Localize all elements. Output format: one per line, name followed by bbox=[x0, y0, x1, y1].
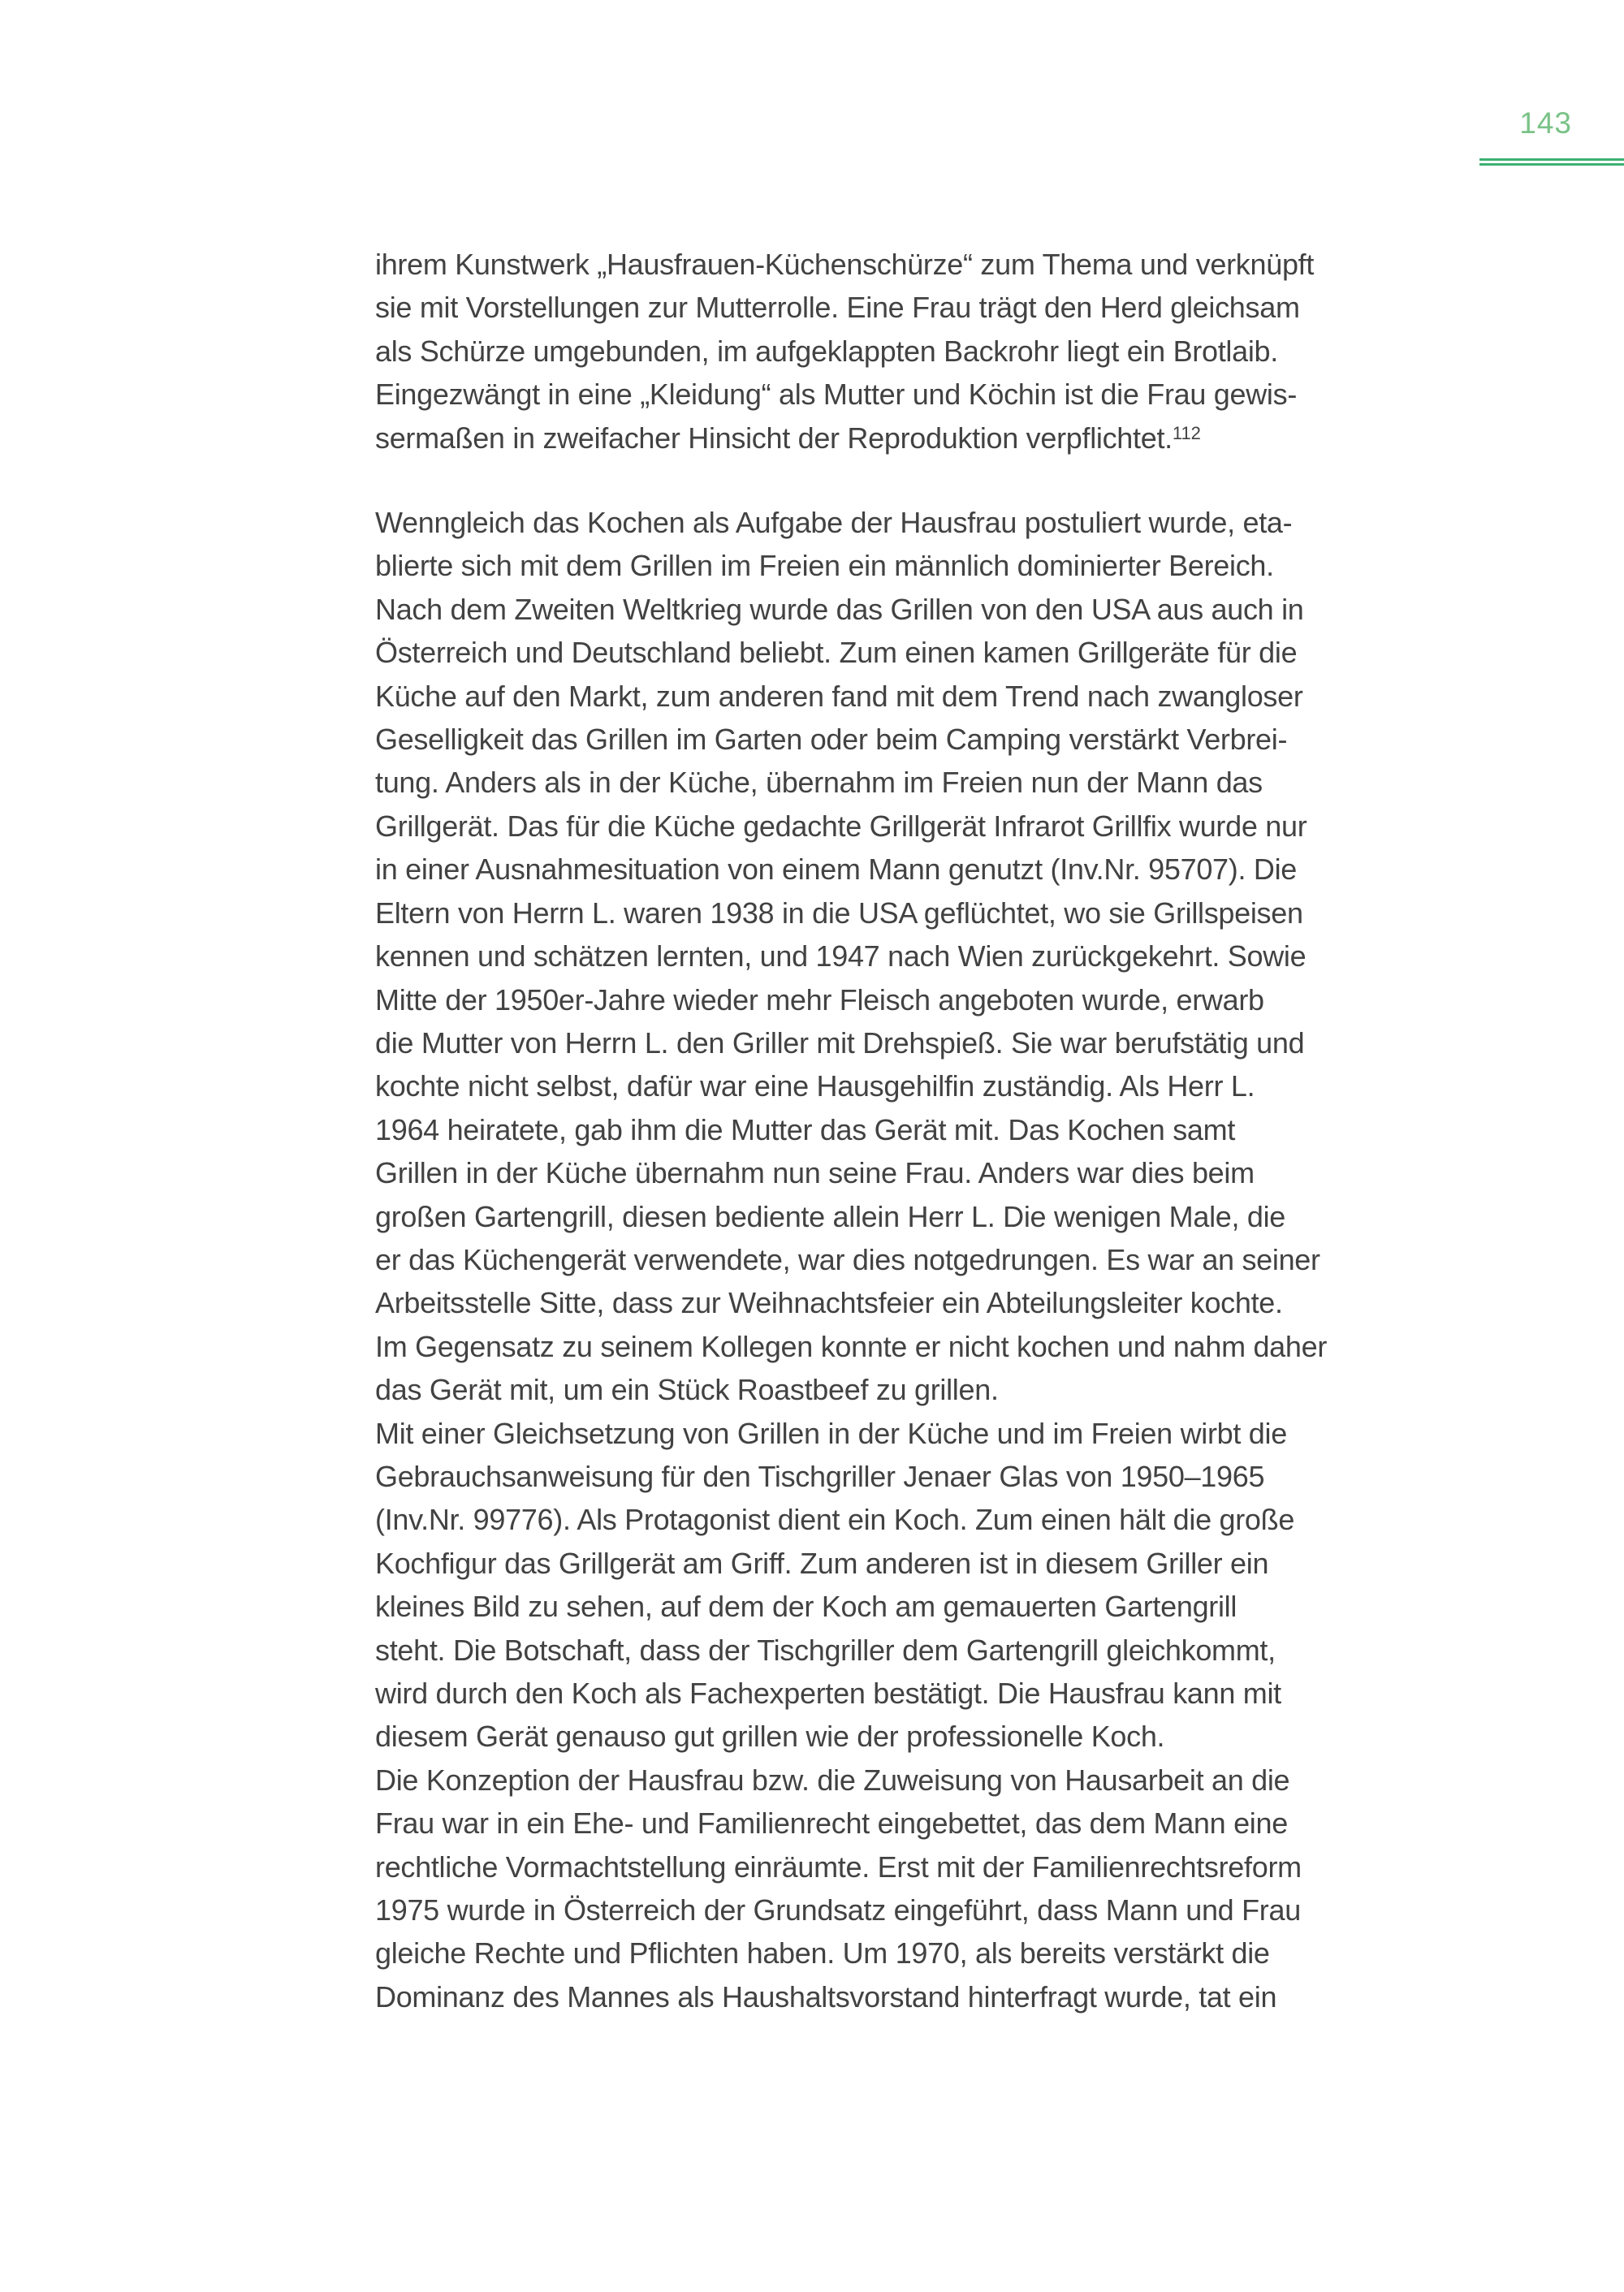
text-line: Österreich und Deutschland beliebt. Zum einen kamen Grillgeräte für die bbox=[375, 636, 1298, 670]
text-line: steht. Die Botschaft, dass der Tischgriller dem Gartengrill gleichkommt, bbox=[375, 1633, 1276, 1667]
text-line: Mit einer Gleichsetzung von Grillen in der Küche und im Freien wirbt die bbox=[375, 1416, 1287, 1450]
text-line: 1964 heiratete, gab ihm die Mutter das Gerät mit. Das Kochen samt bbox=[375, 1112, 1236, 1146]
paragraph bbox=[375, 1759, 1504, 2018]
text-line: tung. Anders als in der Küche, übernahm im Freien nun der Mann das bbox=[375, 766, 1263, 800]
text-line: diesem Gerät genauso gut grillen wie der professionelle Koch. bbox=[375, 1720, 1165, 1754]
text-line: kochte nicht selbst, dafür war eine Hausgehilfin zuständig. Als Herr L. bbox=[375, 1069, 1255, 1103]
text-line: Frau war in ein Ehe- und Familienrecht eingebettet, das dem Mann eine bbox=[375, 1806, 1288, 1841]
text-line: er das Küchengerät verwendete, war dies notgedrungen. Es war an seiner bbox=[375, 1242, 1320, 1276]
paragraph bbox=[375, 243, 1504, 460]
text-line: rechtliche Vormachtstellung einräumte. Erst mit der Familienrechtsreform bbox=[375, 1850, 1302, 1884]
text-line: Grillen in der Küche übernahm nun seine Frau. Anders war dies beim bbox=[375, 1156, 1255, 1190]
text-line: Gebrauchsanweisung für den Tischgriller Jenaer Glas von 1950–1965 bbox=[375, 1459, 1265, 1493]
text-line: Küche auf den Markt, zum anderen fand mit dem Trend nach zwangloser bbox=[375, 679, 1303, 713]
page-number: 143 bbox=[1519, 106, 1572, 140]
text-line: blierte sich mit dem Grillen im Freien ein männlich dominierter Bereich. bbox=[375, 549, 1274, 583]
text-line: Grillgerät. Das für die Küche gedachte Grillgerät Infrarot Grillfix wurde nur bbox=[375, 809, 1307, 843]
text-line: Die Konzeption der Hausfrau bzw. die Zuweisung von Hausarbeit an die bbox=[375, 1763, 1290, 1797]
header-double-rule bbox=[1479, 158, 1624, 166]
text-line: kleines Bild zu sehen, auf dem der Koch am gemauerten Gartengrill bbox=[375, 1590, 1237, 1624]
paragraph bbox=[375, 501, 1504, 1412]
text-line: Eingezwängt in eine „Kleidung“ als Mutter und Köchin ist die Frau gewis- bbox=[375, 378, 1298, 412]
text-line: Geselligkeit das Grillen im Garten oder beim Camping verstärkt Verbrei- bbox=[375, 723, 1288, 757]
text-line: Kochfigur das Grillgerät am Griff. Zum anderen ist in diesem Griller ein bbox=[375, 1546, 1269, 1580]
text-line: ihrem Kunstwerk „Hausfrauen-Küchenschürze“ zum Thema und verknüpft bbox=[375, 248, 1315, 281]
text-line: Nach dem Zweiten Weltkrieg wurde das Grillen von den USA aus auch in bbox=[375, 592, 1304, 626]
text-line: Wenngleich das Kochen als Aufgabe der Hausfrau postuliert wurde, eta- bbox=[375, 506, 1293, 540]
body-text-column bbox=[375, 243, 1504, 2018]
text-line: Arbeitsstelle Sitte, dass zur Weihnachtsfeier ein Abteilungsleiter kochte. bbox=[375, 1286, 1283, 1320]
text-line: in einer Ausnahmesituation von einem Mann genutzt (Inv.Nr. 95707). Die bbox=[375, 852, 1297, 887]
text-line: großen Gartengrill, diesen bediente allein Herr L. Die wenigen Male, die bbox=[375, 1199, 1286, 1233]
text-line: sie mit Vorstellungen zur Mutterrolle. Eine Frau trägt den Herd gleichsam bbox=[375, 291, 1300, 325]
text-line: Dominanz des Mannes als Haushaltsvorstand hinterfragt wurde, tat ein bbox=[375, 1979, 1277, 2014]
text-line: Mitte der 1950er-Jahre wieder mehr Fleisch angeboten wurde, erwarb bbox=[375, 982, 1264, 1017]
text-line: das Gerät mit, um ein Stück Roastbeef zu grillen. bbox=[375, 1373, 999, 1407]
paragraph bbox=[375, 1412, 1504, 1759]
text-line: sermaßen in zweifacher Hinsicht der Reproduktion verpflichtet.$^{112}$ bbox=[375, 421, 1201, 455]
text-line: Im Gegensatz zu seinem Kollegen konnte er nicht kochen und nahm daher bbox=[375, 1329, 1328, 1363]
text-line: als Schürze umgebunden, im aufgeklappten Backrohr liegt ein Brotlaib. bbox=[375, 334, 1278, 368]
text-line: die Mutter von Herrn L. den Griller mit Drehspieß. Sie war berufstätig und bbox=[375, 1025, 1305, 1060]
text-line: (Inv.Nr. 99776). Als Protagonist dient ein Koch. Zum einen hält die große bbox=[375, 1503, 1295, 1537]
text-line: wird durch den Koch als Fachexperten bestätigt. Die Hausfrau kann mit bbox=[375, 1677, 1281, 1710]
text-line: kennen und schätzen lernten, und 1947 nach Wien zurückgekehrt. Sowie bbox=[375, 939, 1307, 973]
footnote-ref: 112 bbox=[1172, 422, 1201, 443]
text-line: gleiche Rechte und Pflichten haben. Um 1970, als bereits verstärkt die bbox=[375, 1936, 1270, 1970]
text-line: 1975 wurde in Österreich der Grundsatz eingeführt, dass Mann und Frau bbox=[375, 1893, 1301, 1927]
text-line: Eltern von Herrn L. waren 1938 in die USA geflüchtet, wo sie Grillspeisen bbox=[375, 896, 1303, 930]
